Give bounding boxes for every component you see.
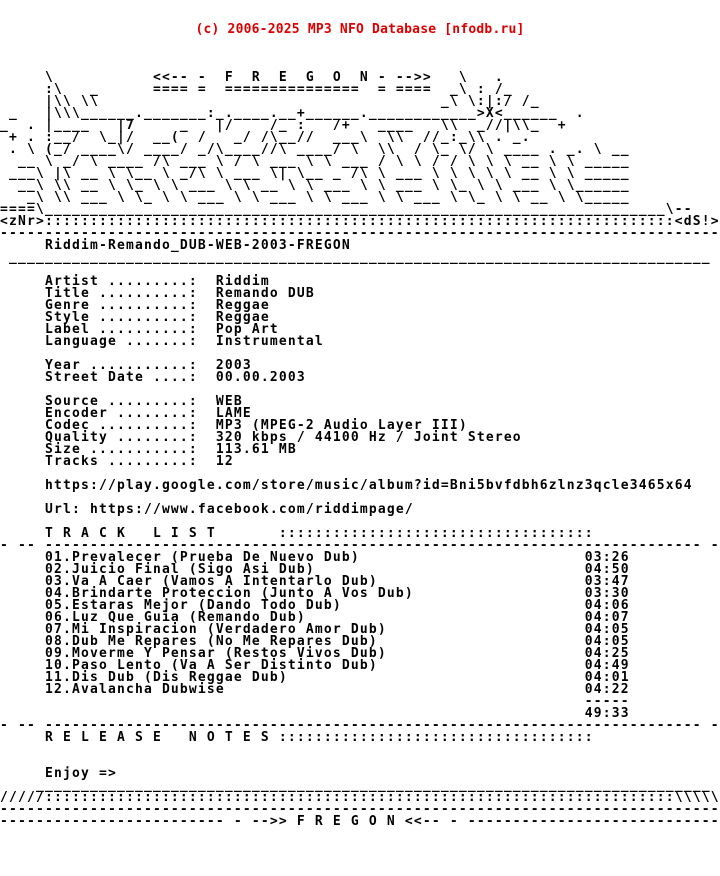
- ascii-art-line: |\\ \\ _\ \:|:/ /_: [0, 94, 540, 109]
- track-row-01: 01.Prevalecer (Prueba De Nuevo Dub) 03:26: [0, 550, 630, 565]
- field-row-genre: Genre ..........: Reggae: [0, 298, 270, 313]
- track-row-02: 02.Juicio Final (Sigo Asi Dub) 04:50: [0, 562, 630, 577]
- ascii-art-line: ====\_____________________________________________________________________\--: [0, 202, 693, 217]
- field-row-artist: Artist .........: Riddim: [0, 274, 270, 289]
- track-row-04: 04.Brindarte Proteccion (Junto A Vos Dub) 03:30: [0, 586, 630, 601]
- separator-release-notes: - -- ------------------------------------------------------------------------- -: [0, 718, 720, 733]
- separator-slash-colon: /////::::::::::::::::::::::::::::::::::::::::::::::::::::::::::::::::::::::\\\\\: [0, 790, 720, 805]
- separator-dashes-footer: --------------------------------------------------------------------------------: [0, 802, 720, 817]
- track-row-06: 06.Luz Que Guia (Remando Dub) 04:07: [0, 610, 630, 625]
- ascii-art-line: _\ \\ ___ \ \_ \ \ ___ \ \ ___ \ \ ___ \ \ ___ \ \_ \ \ __ \ \_____: [0, 190, 630, 205]
- track-row-11: 11.Dis Dub (Dis Reggae Dub) 04:01: [0, 670, 630, 685]
- field-row-source: Source .........: WEB: [0, 394, 243, 409]
- field-row-codec: Codec ..........: MP3 (MPEG-2 Audio Layer III): [0, 418, 468, 433]
- ascii-art-line: :\ _ ==== = =============== = ==== _\ : /_: [0, 82, 513, 97]
- separator-dashes: --------------------------------------------------------------------------------: [0, 226, 720, 241]
- track-row-09: 09.Moverme Y Pensar (Restos Vivos Dub) 04:25: [0, 646, 630, 661]
- blank-line: [0, 744, 720, 756]
- separator-track-list: - -- ------------------------------------------------------------------------- -: [0, 538, 720, 553]
- field-row-encoder: Encoder ........: LAME: [0, 406, 252, 421]
- total-time-rule: -----: [0, 694, 630, 709]
- field-row-street-date: Street Date ....: 00.00.2003: [0, 370, 306, 385]
- ascii-art-line: __\ \\ __ \ \_ \ \ ___ \ \ __ \ \ ___ \ \ ___ \ \_ \ \ ___ \ \______: [0, 178, 630, 193]
- track-row-07: 07.Mi Inspiracion (Verdadero Amor Dub) 04:05: [0, 622, 630, 637]
- url-facebook: Url: https://www.facebook.com/riddimpage/: [0, 502, 414, 517]
- total-time: 49:33: [0, 706, 630, 721]
- blank-line: [0, 828, 720, 840]
- ascii-art-line: . \ (_/ ____\/ ____/ _/\____//\ ____/ \ \\ / \_ \/ \ ____ . _. \ __: [0, 142, 630, 157]
- blank-line: [0, 852, 720, 864]
- copyright-banner: (c) 2006-2025 MP3 NFO Database [nfodb.ru]: [195, 22, 525, 37]
- field-row-style: Style ..........: Reggae: [0, 310, 270, 325]
- url-google-play: https://play.google.com/store/music/album?id=Bni5bvfdbh6zlnz3qcle3465x64: [0, 478, 693, 493]
- enjoy-line: Enjoy =>: [0, 766, 117, 781]
- footer-banner: ------------------------- - -->> F R E G O N <<-- - ----------------------------: [0, 814, 720, 829]
- field-row-size: Size ...........: 113.61 MB: [0, 442, 297, 457]
- ascii-art-line: __ \ _/ \ ____ /\ ___ \ / \ ___ \ \ ___ / \ \ / / \ \ \ __ \ \ _____: [0, 154, 630, 169]
- ascii-art-line: _ . |____ |7 _ |/ /_ : /+ ____ \\ _//|\\_ +: [0, 118, 567, 133]
- ascii-art-line: _ |\\\______._______:_.____.__+______.____________>X<______ .: [0, 106, 585, 121]
- ascii-art-line: \ <<-- - F R E G O N - -->> \ .: [0, 70, 504, 85]
- field-row-title: Title ..........: Remando DUB: [0, 286, 315, 301]
- separator-underscore: ______________________________________________________________________________: [0, 250, 711, 265]
- ascii-art-tag-line: <zNr>::::::::::::::::::::::::::::::::::::::::::::::::::::::::::::::::::::::<dS!>: [0, 214, 720, 229]
- ascii-art-line: ___\ |\ __ \ \__ \ _/\ \ ___ \| \__ _ /\ \ ___ \ \ \ \ \ __ \ \ _____: [0, 166, 630, 181]
- release-notes-header: R E L E A S E N O T E S :::::::::::::::::::::::::::::::::::: [0, 730, 594, 745]
- track-row-05: 05.Estaras Mejor (Dando Todo Dub) 04:06: [0, 598, 630, 613]
- track-row-08: 08.Dub Me Repares (No Me Repares Dub) 04:05: [0, 634, 630, 649]
- track-list-header: T R A C K L I S T :::::::::::::::::::::::::::::::::::: [0, 526, 594, 541]
- field-row-language: Language .......: Instrumental: [0, 334, 324, 349]
- track-row-03: 03.Va A Caer (Vamos A Intentarlo Dub) 03:47: [0, 574, 630, 589]
- track-row-12: 12.Avalancha Dubwise 04:22: [0, 682, 630, 697]
- release-name: Riddim-Remando_DUB-WEB-2003-FREGON: [0, 238, 351, 253]
- blank-line: [0, 840, 720, 852]
- field-row-year: Year ...........: 2003: [0, 358, 252, 373]
- field-row-label: Label ..........: Pop Art: [0, 322, 279, 337]
- field-row-quality: Quality ........: 320 kbps / 44100 Hz / Joint Stereo: [0, 430, 522, 445]
- nfo-text-body: [0, 60, 720, 864]
- ascii-art-line: + . :__/ \_|/ __( / _/ /\__// ___\ \\ //_:_\\ . _.: [0, 130, 531, 145]
- track-row-10: 10.Paso Lento (Va A Ser Distinto Dub) 04:49: [0, 658, 630, 673]
- field-row-tracks: Tracks .........: 12: [0, 454, 234, 469]
- separator-underscore-footer: ___________________________________________________________________________: [0, 778, 711, 793]
